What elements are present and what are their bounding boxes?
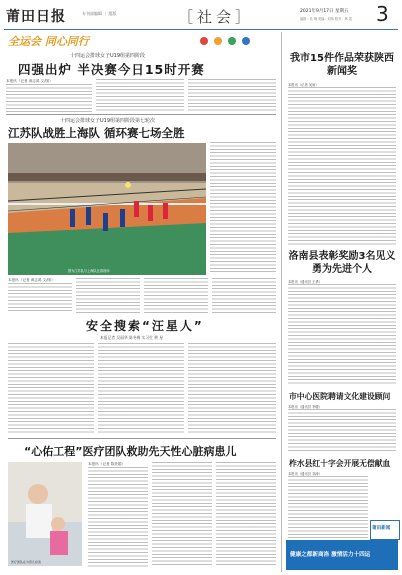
- story4-headline: “心佑工程”医疗团队救助先天性心脏病患儿: [24, 445, 237, 458]
- header-small-text: 专刊部编辑 ｜ 组版: [82, 11, 117, 16]
- doctor-child-photo: [8, 462, 82, 566]
- story2-kicker: 十四运会排球女子U19组第四阶段第七轮次: [60, 118, 156, 124]
- right2-body: [288, 284, 396, 386]
- editor-line: 编辑：吴 琳 美编：刘伟 校对：林 超: [300, 17, 352, 21]
- story3-divider: [8, 438, 276, 439]
- olympic-games-banner: [6, 33, 276, 49]
- story4-photo-caption: 医疗团队在为患儿检查: [11, 560, 42, 564]
- story1-byline: 本报讯（记者 黄志鸿 文/图）: [6, 79, 53, 83]
- section-title: ［社会］: [178, 8, 255, 26]
- ad-logo-box: [370, 520, 400, 540]
- story2-byline: 本报讯（记者 黄志鸿 文/图）: [8, 278, 55, 282]
- doctor-scene-graphic: [8, 462, 82, 566]
- story2-body-col4: [212, 278, 276, 313]
- banner-text: 全运会 同心同行: [8, 35, 89, 48]
- story2-body-col2: [76, 278, 140, 313]
- story1-divider: [6, 114, 276, 115]
- right3-body: [288, 409, 396, 453]
- volleyball-match-photo: [8, 143, 206, 275]
- story4-body-col1: [88, 467, 148, 567]
- story3-headline: 安全搜索“汪星人”: [86, 319, 204, 333]
- story4-body-col2: [152, 462, 212, 567]
- story3-byline: 本报记者 吴丽华 陈冬梅 实习生 黄 星: [100, 335, 163, 340]
- right2-headline: 洛南县表彰奖励3名见义勇为先进个人: [288, 251, 396, 275]
- ad-slogan: 健康之都新商洛 激情活力十四运: [290, 552, 371, 558]
- sports-pictogram-icon: [196, 34, 266, 48]
- story4-body-col3: [216, 462, 276, 567]
- right3-byline: 本报讯（通讯员 李健）: [288, 405, 323, 409]
- story1-body-col2: [96, 79, 184, 112]
- story3-body-col3: [188, 343, 276, 435]
- column-divider: [281, 32, 282, 572]
- right1-byline: 本报讯（记者 吴雨）: [288, 83, 319, 87]
- right4-headline: 柞水县红十字会开展无偿献血: [289, 459, 391, 468]
- page-number: 3: [376, 2, 389, 26]
- story3-body-col1: [8, 343, 94, 435]
- right3-headline: 市中心医院聘请文化建设顾问: [289, 392, 391, 401]
- right2-byline: 本报讯（通讯员 王勇）: [288, 280, 323, 284]
- masthead-rule: [4, 29, 398, 30]
- right1-body: [288, 87, 396, 245]
- right4-byline: 本报讯（通讯员 刘涛）: [288, 472, 323, 476]
- story1-headline: 四强出炉 半决赛今日15时开赛: [18, 62, 205, 77]
- story2-photo-caption: 图为江苏队与上海队比赛现场: [68, 269, 110, 273]
- right4-body: [288, 476, 368, 538]
- story2-body-right: [210, 142, 276, 272]
- right1-headline: 我市15件作品荣获陕西新闻奖: [290, 53, 394, 77]
- date-line: 2021年9月17日 星期五: [300, 9, 349, 14]
- newspaper-logo: 莆田日报: [6, 9, 66, 25]
- story2-headline: 江苏队战胜上海队 循环赛七场全胜: [8, 126, 185, 140]
- ad-logo-text: 莆田新闻: [372, 526, 391, 531]
- ad-banner: [286, 540, 398, 570]
- story1-body-col1: [6, 84, 92, 112]
- story1-kicker: 十四运会排球女子U19组第四阶段: [70, 53, 146, 59]
- story1-body-col3: [188, 79, 276, 112]
- story2-body-col3: [144, 278, 208, 313]
- story3-body-col2: [98, 343, 184, 435]
- volleyball-scene-graphic: [8, 143, 206, 275]
- story2-body-col1: [8, 283, 72, 313]
- story4-byline: 本报讯（记者 陈美娟）: [88, 462, 126, 466]
